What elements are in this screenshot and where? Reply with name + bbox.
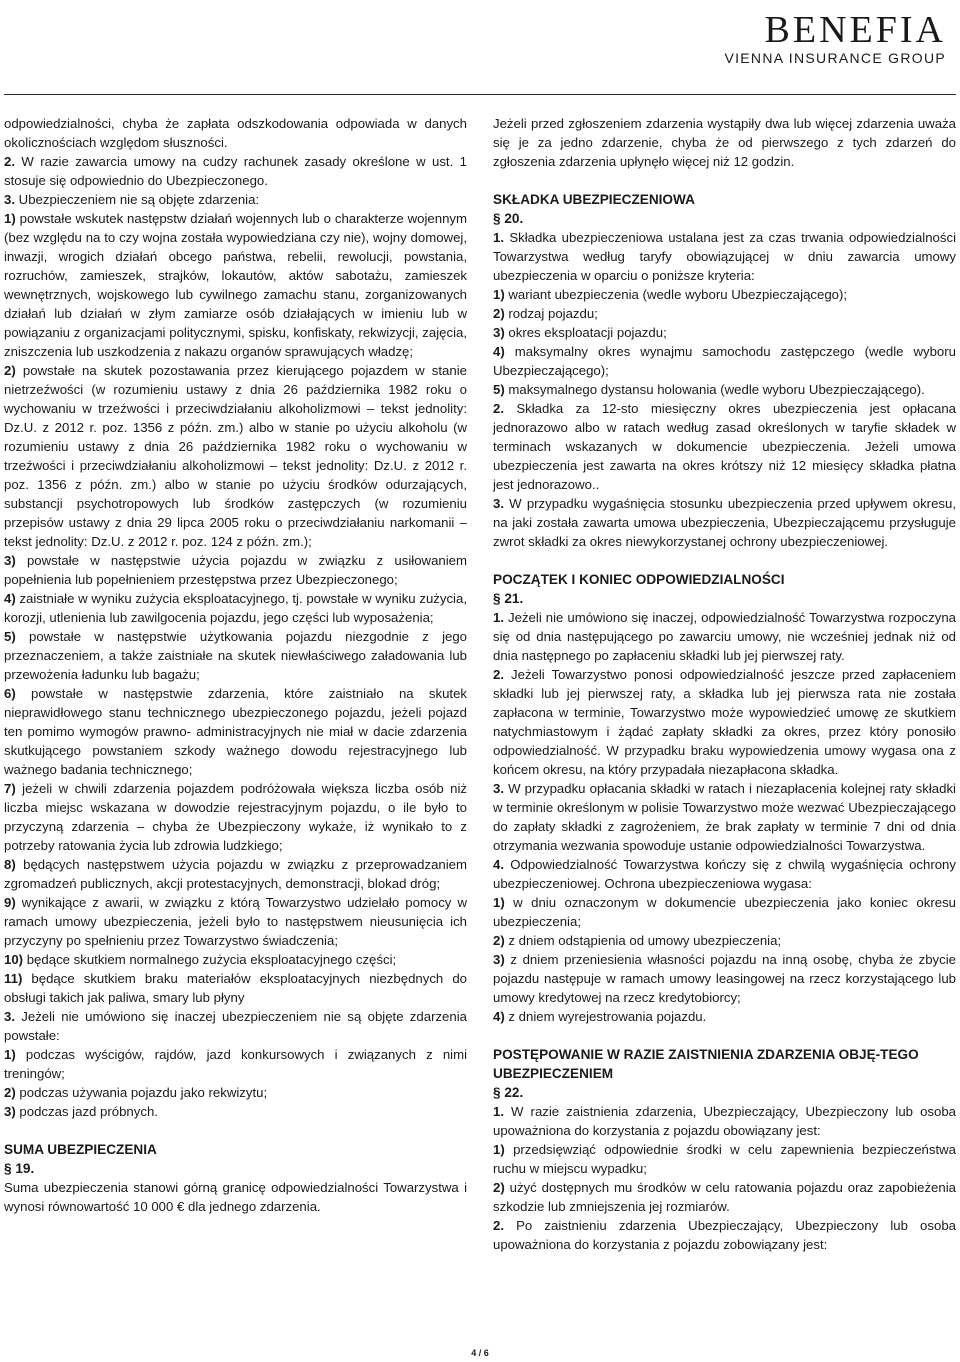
- clause-text: wariant ubezpieczenia (wedle wyboru Ubezpieczającego);: [504, 287, 848, 302]
- section-heading: POCZĄTEK I KONIEC ODPOWIEDZIALNOŚCI: [493, 572, 785, 587]
- clause-number: 3.: [4, 1009, 15, 1024]
- clause-text: okres eksploatacji pojazdu;: [504, 325, 667, 340]
- section-heading: SKŁADKA UBEZPIECZENIOWA: [493, 192, 695, 207]
- left-column: [4, 114, 467, 1216]
- paragraph: [4, 627, 467, 684]
- clause-text: W przypadku opłacania składki w ratach i niezapłacenia kolejnej raty składki w terminie określonym w polisie Towarzystwo może wezwać Ubezpieczającego do zapłaty składki z zagrożeniem, że brak zapłaty w terminie 7 dni od dnia otrzymania wezwania spowoduje ustanie odpowiedzialności Towarzystwa.: [493, 781, 956, 853]
- clause-text: maksymalny okres wynajmu samochodu zastępczego (wedle wyboru Ubezpieczającego);: [493, 344, 956, 378]
- clause-number: 1.: [493, 1104, 504, 1119]
- paragraph: [4, 1102, 467, 1121]
- clause-number: 5): [493, 382, 505, 397]
- clause-number: 3.: [493, 781, 504, 796]
- clause-text: powstałe na skutek pozostawania przez kierującego pojazdem w stanie nietrzeźwości (w rozumieniu ustawy z dnia 26 października 1982 roku o wychowaniu w trzeźwości i przeciwdziałaniu alkoholizmowi – tekst jednolity: Dz.U. z 2012 r. poz. 1356 z późn. zm.) albo w stanie po użyciu alkoholu (w rozumieniu ustawy z dnia 26 października 1982 roku o wychowaniu w trzeźwości i przeciwdziałaniu alkoholizmowi – tekst jednolity: Dz.U. z 2012 r. poz. 1356 z późn. zm.) albo w stanie po użyciu środków odurzających, substancji psychotropowych lub środków zastępczych (w rozumieniu przepisów ustawy z dnia 29 lipca 2005 roku o przeciwdziałaniu narkomanii – tekst jednolity: Dz.U. z 2012 r. poz. 124 z późn. zm.);: [4, 363, 467, 549]
- section-heading: SUMA UBEZPIECZENIA: [4, 1142, 157, 1157]
- paragraph: [493, 1140, 956, 1178]
- paragraph: [4, 1178, 467, 1216]
- clause-text: powstałe wskutek następstw działań wojennych lub o charakterze wojennym (bez względu na to czy wojna została wypowiedziana czy nie), wojny domowej, inwazji, wrogich działań obcego państwa, rebelii, rewolucji, powstania, rozruchów, zamieszek, strajków, lokautów, aktów sabotażu, zamieszek wewnętrznych, wojskowego lub cywilnego zamachu stanu, zorganizowanych działań lub działań w złym zamiarze osób działających w imieniu lub w powiązaniu z organizacjami politycznymi, spisku, konfiskaty, rekwizycji, zajęcia, zniszczenia lub uszkodzenia z nakazu organów sprawujących władzę;: [4, 211, 467, 359]
- clause-number: 3.: [4, 192, 15, 207]
- clause-text: Składka ubezpieczeniowa ustalana jest za czas trwania odpowiedzialności Towarzystwa według taryfy obowiązującej w dniu zawarcia umowy ubezpieczenia w oparciu o poniższe kryteria:: [493, 230, 956, 283]
- clause-text: przedsięwziąć odpowiednie środki w celu zapewnienia bezpieczeństwa ruchu w miejscu wypadku;: [493, 1142, 956, 1176]
- clause-number: 2): [493, 1180, 505, 1195]
- clause-text: z dniem przeniesienia własności pojazdu na inną osobę, chyba że zbycie pojazdu następuje w ramach umowy leasingowej na rzecz korzystającego lub umowy kredytowej na rzecz kredytobiorcy;: [493, 952, 956, 1005]
- clause-text: wynikające z awarii, w związku z którą Towarzystwo udzielało pomocy w ramach umowy ubezpieczenia, jeżeli było to następstwem nieusunięcia ich przyczyny po spełnieniu przez Towarzystwo świadczenia;: [4, 895, 467, 948]
- clause-number: 2): [493, 933, 505, 948]
- clause-text: powstałe w następstwie użytkowania pojazdu niezgodnie z jego przeznaczeniem, a także zaistniałe na skutek niewłaściwego załadowania lub przewożenia ładunku lub bagażu;: [4, 629, 467, 682]
- paragraph-number: § 20.: [493, 211, 524, 226]
- clause-text: podczas jazd próbnych.: [15, 1104, 158, 1119]
- clause-number: 1): [493, 895, 505, 910]
- clause-text: Jeżeli przed zgłoszeniem zdarzenia wystąpiły dwa lub więcej zdarzenia uważa się je za jedno zdarzenie, chyba że od pierwszego z tych zdarzeń do zgłoszenia zdarzenia upłynęło więcej niż 12 godzin.: [493, 116, 956, 169]
- clause-number: 3): [493, 952, 505, 967]
- clause-number: 4): [493, 344, 505, 359]
- clause-number: 2.: [4, 154, 15, 169]
- clause-number: 1): [4, 1047, 16, 1062]
- header-divider: [4, 94, 956, 95]
- clause-number: 1): [4, 211, 16, 226]
- clause-number: 2): [493, 306, 505, 321]
- paragraph: [4, 152, 467, 190]
- clause-text: jeżeli w chwili zdarzenia pojazdem podróżowała większa liczba osób niż liczba miejsc wskazana w dowodzie rejestracyjnym pojazdu, o ile było to przyczyną zdarzenia – chyba że Ubezpieczony wykaże, iż wynikało to z potrzeby ratowania życia lub zdrowia ludzkiego;: [4, 781, 467, 853]
- clause-text: W przypadku wygaśnięcia stosunku ubezpieczenia przed upływem okresu, na jaki została zawarta umowa ubezpieczenia, Ubezpieczającemu przysługuje zwrot składki za okres niewykorzystanej ochrony ubezpieczeniowej.: [493, 496, 956, 549]
- paragraph: [493, 380, 956, 399]
- paragraph: [4, 1045, 467, 1083]
- clause-text: Suma ubezpieczenia stanowi górną granicę odpowiedzialności Towarzystwa i wynosi równowartość 10 000 € dla jednego zdarzenia.: [4, 1180, 467, 1214]
- clause-number: 1.: [493, 230, 504, 245]
- paragraph: [4, 779, 467, 855]
- paragraph: [4, 1007, 467, 1045]
- clause-text: w dniu oznaczonym w dokumencie ubezpieczenia jako koniec okresu ubezpieczenia;: [493, 895, 956, 929]
- clause-text: podczas używania pojazdu jako rekwizytu;: [15, 1085, 268, 1100]
- clause-number: 5): [4, 629, 16, 644]
- paragraph: [4, 855, 467, 893]
- clause-number: 2.: [493, 667, 504, 682]
- clause-text: podczas wyścigów, rajdów, jazd konkursowych i związanych z nimi treningów;: [4, 1047, 467, 1081]
- clause-number: 4): [493, 1009, 505, 1024]
- clause-number: 2.: [493, 401, 504, 416]
- section-gap: [493, 1026, 956, 1045]
- clause-text: powstałe w następstwie zdarzenia, które zaistniało na skutek nieprawidłowego stanu technicznego ubezpieczonego pojazdu, jeżeli pojazd ten pomimo wymogów prawno- administracyjnych nie miał w dacie zdarzenia skutkującego powstaniem szkody ważnego dowodu rejestracyjnego lub ważnego badania technicznego;: [4, 686, 467, 777]
- clause-text: Odpowiedzialność Towarzystwa kończy się z chwilą wygaśnięcia ochrony ubezpieczeniowej. Ochrona ubezpieczeniowa wygasa:: [493, 857, 956, 891]
- clause-number: 3): [493, 325, 505, 340]
- paragraph: [493, 779, 956, 855]
- paragraph: [493, 1178, 956, 1216]
- paragraph: [493, 228, 956, 285]
- paragraph: [493, 1007, 956, 1026]
- clause-text: z dniem wyrejestrowania pojazdu.: [504, 1009, 707, 1024]
- right-column: [493, 114, 956, 1254]
- section-gap: [493, 551, 956, 570]
- paragraph: [493, 342, 956, 380]
- benefia-logo: [724, 8, 946, 66]
- paragraph: [493, 304, 956, 323]
- clause-text: Składka za 12-sto miesięczny okres ubezpieczenia jest opłacana jednorazowo albo w ratach według zasad określonych w taryfie składek w terminach wskazanych w dokumencie ubezpieczenia. Jeżeli umowa ubezpieczenia jest zawarta na okres krótszy niż 12 miesięcy składka płatna jest jednorazowo..: [493, 401, 956, 492]
- paragraph: [493, 1216, 956, 1254]
- section-gap: [493, 171, 956, 190]
- paragraph: [493, 665, 956, 779]
- paragraph: [493, 893, 956, 931]
- clause-text: W razie zawarcia umowy na cudzy rachunek zasady określone w ust. 1 stosuje się odpowiednio do Ubezpieczonego.: [4, 154, 467, 188]
- clause-text: zaistniałe w wyniku zużycia eksploatacyjnego, tj. powstałe w wyniku zużycia, korozji, utlenienia lub zawilgocenia pojazdu, jego części lub wyposażenia;: [4, 591, 467, 625]
- clause-number: 11): [4, 971, 23, 986]
- clause-number: 8): [4, 857, 16, 872]
- clause-number: 2): [4, 1085, 16, 1100]
- logo-name: BENEFIA: [764, 9, 946, 51]
- clause-text: powstałe w następstwie użycia pojazdu w związku z usiłowaniem popełnienia lub popełnieniem przestępstwa przez Ubezpieczonego;: [4, 553, 467, 587]
- paragraph: [4, 114, 467, 152]
- paragraph: [493, 323, 956, 342]
- paragraph: [4, 551, 467, 589]
- clause-text: Ubezpieczeniem nie są objęte zdarzenia:: [15, 192, 260, 207]
- page-number: 4 / 6: [471, 1348, 489, 1358]
- paragraph: [493, 855, 956, 893]
- clause-number: 7): [4, 781, 16, 796]
- clause-text: Jeżeli nie umówiono się inaczej ubezpieczeniem nie są objęte zdarzenia powstałe:: [4, 1009, 467, 1043]
- paragraph: [4, 684, 467, 779]
- clause-number: 10): [4, 952, 24, 967]
- clause-number: 3): [4, 553, 16, 568]
- clause-text: Jeżeli Towarzystwo ponosi odpowiedzialność jeszcze przed zapłaceniem składki lub jej pierwszej raty, a składka lub jej pierwsza rata nie została zapłacona w terminie, Towarzystwo może wypowiedzieć umowę ze skutkiem natychmiastowym i żądać zapłaty składki za okres, przez który ponosiło odpowiedzialność. W przypadku braku wypowiedzenia umowy wygasa ona z końcem okresu, na który przypadała niezapłacona składka.: [493, 667, 956, 777]
- paragraph-number: § 21.: [493, 591, 524, 606]
- clause-text: użyć dostępnych mu środków w celu ratowania pojazdu oraz zapobieżenia szkodzie lub zmniejszenia jej rozmiarów.: [493, 1180, 956, 1214]
- paragraph: [493, 399, 956, 494]
- paragraph: [493, 950, 956, 1007]
- clause-number: 2.: [493, 1218, 504, 1233]
- logo-subtitle: VIENNA INSURANCE GROUP: [724, 50, 946, 66]
- clause-text: odpowiedzialności, chyba że zapłata odszkodowania odpowiada w danych okolicznościach względom słuszności.: [4, 116, 467, 150]
- clause-text: Po zaistnieniu zdarzenia Ubezpieczający, Ubezpieczony lub osoba upoważniona do korzystania z pojazdu zobowiązany jest:: [493, 1218, 956, 1252]
- clause-number: 3): [4, 1104, 16, 1119]
- clause-text: będące skutkiem normalnego zużycia eksploatacyjnego części;: [23, 952, 397, 967]
- clause-text: Jeżeli nie umówiono się inaczej, odpowiedzialność Towarzystwa rozpoczyna się od dnia następującego po zawarciu umowy, nie wcześniej jednak niż od dnia następnego po zapłaceniu składki lub jej pierwszej raty.: [493, 610, 956, 663]
- section-heading: POSTĘPOWANIE W RAZIE ZAISTNIENIA ZDARZENIA OBJĘ-TEGO UBEZPIECZENIEM: [493, 1047, 919, 1081]
- section-gap: [4, 1121, 467, 1140]
- paragraph: [4, 190, 467, 209]
- paragraph: [4, 589, 467, 627]
- paragraph-number: § 22.: [493, 1085, 524, 1100]
- clause-number: 3.: [493, 496, 504, 511]
- clause-text: rodzaj pojazdu;: [504, 306, 598, 321]
- paragraph: [493, 931, 956, 950]
- clause-number: 2): [4, 363, 16, 378]
- paragraph: [4, 361, 467, 551]
- clause-number: 4): [4, 591, 16, 606]
- paragraph: [493, 114, 956, 171]
- paragraph: [4, 1083, 467, 1102]
- paragraph-number: § 19.: [4, 1161, 35, 1176]
- paragraph: [4, 893, 467, 950]
- clause-text: będących następstwem użycia pojazdu w związku z przeprowadzaniem zgromadzeń publicznych, akcji protestacyjnych, demonstracji, blokad dróg;: [4, 857, 467, 891]
- clause-number: 1): [493, 287, 505, 302]
- clause-number: 9): [4, 895, 16, 910]
- clause-text: maksymalnego dystansu holowania (wedle wyboru Ubezpieczającego).: [504, 382, 925, 397]
- paragraph: [493, 494, 956, 551]
- clause-number: 6): [4, 686, 16, 701]
- paragraph: [4, 969, 467, 1007]
- clause-number: 1.: [493, 610, 504, 625]
- paragraph: [493, 608, 956, 665]
- clause-text: W razie zaistnienia zdarzenia, Ubezpieczający, Ubezpieczony lub osoba upoważniona do korzystania z pojazdu obowiązany jest:: [493, 1104, 956, 1138]
- clause-text: z dniem odstąpienia od umowy ubezpieczenia;: [504, 933, 782, 948]
- clause-number: 4.: [493, 857, 504, 872]
- clause-text: będące skutkiem braku materiałów eksploatacyjnych niezbędnych do obsługi takich jak paliwa, smary lub płyny: [4, 971, 467, 1005]
- paragraph: [493, 285, 956, 304]
- paragraph: [4, 950, 467, 969]
- paragraph: [493, 1102, 956, 1140]
- paragraph: [4, 209, 467, 361]
- clause-number: 1): [493, 1142, 505, 1157]
